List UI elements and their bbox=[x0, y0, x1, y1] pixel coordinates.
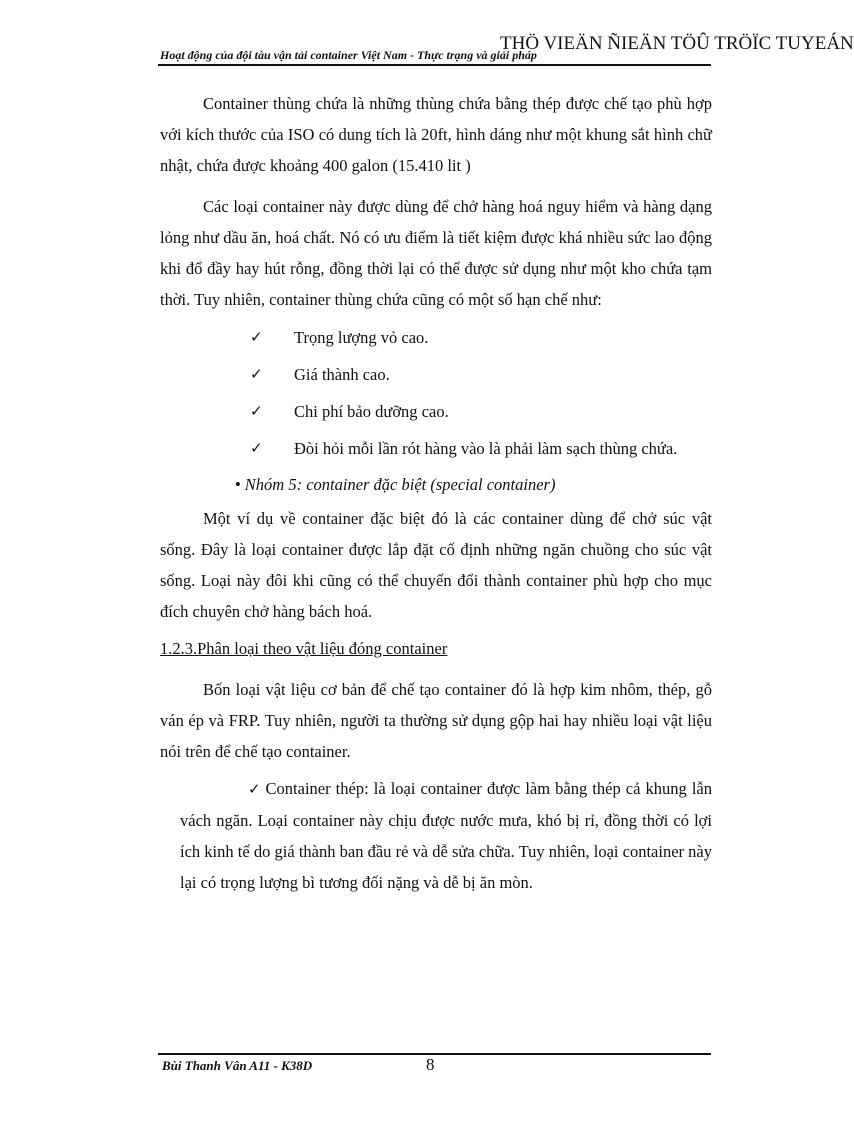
list-item-text: Giá thành cao. bbox=[294, 365, 390, 384]
group5-text: Nhóm 5: container đặc biệt (special container) bbox=[244, 475, 556, 494]
list-item bbox=[160, 319, 712, 356]
list-item-text: Trọng lượng vỏ cao. bbox=[294, 328, 429, 347]
list-item bbox=[160, 393, 712, 430]
checkmark-icon: ✓ bbox=[250, 439, 263, 457]
page-number: 8 bbox=[426, 1055, 435, 1074]
header-divider bbox=[158, 64, 711, 66]
list-item bbox=[160, 430, 712, 467]
checkmark-icon: ✓ bbox=[250, 402, 263, 420]
paragraph-tank-container: Container thùng chứa là những thùng chứa bằng thép được chế tạo phù hợp với kích thước của ISO có dung tích là 20ft, hình dáng như một khung sắt hình chữ nhật, chứa được khoảng 400 galon (15.410 lit ) bbox=[160, 94, 712, 175]
list-item bbox=[160, 356, 712, 393]
steel-container-text: Container thép: là loại container được làm bằng thép cả khung lẫn vách ngăn. Loại container này chịu được nước mưa, khó bị rỉ, đồng thời có lợi ích kinh tế do giá thành ban đầu rẻ và dễ sửa chữa. Tuy nhiên, loại container này lại có trọng lượng bì tương đối nặng và dễ bị ăn mòn. bbox=[180, 779, 712, 892]
group5-heading bbox=[160, 467, 712, 503]
checkmark-icon: ✓ bbox=[250, 365, 263, 383]
bullet-icon: • bbox=[235, 475, 241, 494]
footer-divider bbox=[158, 1053, 711, 1055]
footer-author: Bùi Thanh Vân A11 - K38D bbox=[162, 1058, 313, 1073]
paragraph-materials: Bốn loại vật liệu cơ bản để chế tạo container đó là hợp kim nhôm, thép, gỗ ván ép và FRP. Tuy nhiên, người ta thường sử dụng gộp hai hay nhiều loại vật liệu nói trên để chế tạo container. bbox=[160, 680, 712, 761]
list-item-text: Đòi hỏi mỗi lần rót hàng vào là phải làm sạch thùng chứa. bbox=[294, 439, 678, 458]
list-item-text: Chi phí bảo dưỡng cao. bbox=[294, 402, 449, 421]
library-watermark: THÖ VIEÄN ÑIEÄN TÖÛ TRÖÏC TUYEÁN bbox=[500, 33, 854, 54]
document-body bbox=[160, 88, 712, 898]
section-heading: 1.2.3.Phân loại theo vật liệu đóng container bbox=[160, 639, 448, 658]
drawback-list bbox=[160, 319, 712, 467]
checkmark-icon: ✓ bbox=[248, 780, 262, 798]
steel-container-item bbox=[160, 773, 712, 898]
document-header-title: Hoạt động của đội tàu vận tải container Việt Nam - Thực trạng và giải pháp bbox=[160, 48, 537, 62]
paragraph-tank-usage: Các loại container này được dùng để chở hàng hoá nguy hiểm và hàng dạng lỏng như dầu ăn, hoá chất. Nó có ưu điểm là tiết kiệm được khá nhiều sức lao động khi đổ đầy hay hút rỗng, đồng thời lại có thể được sử dụng như một kho chứa tạm thời. Tuy nhiên, container thùng chứa cũng có một số hạn chế như: bbox=[160, 197, 712, 309]
checkmark-icon: ✓ bbox=[250, 328, 263, 346]
paragraph-special-container: Một ví dụ về container đặc biệt đó là các container dùng để chở súc vật sống. Đây là loại container được lắp đặt cố định những ngăn chuồng cho súc vật sống. Loại này đôi khi cũng có thể chuyển đổi thành container phù hợp cho mục đích chuyên chở hàng bách hoá. bbox=[160, 509, 712, 621]
